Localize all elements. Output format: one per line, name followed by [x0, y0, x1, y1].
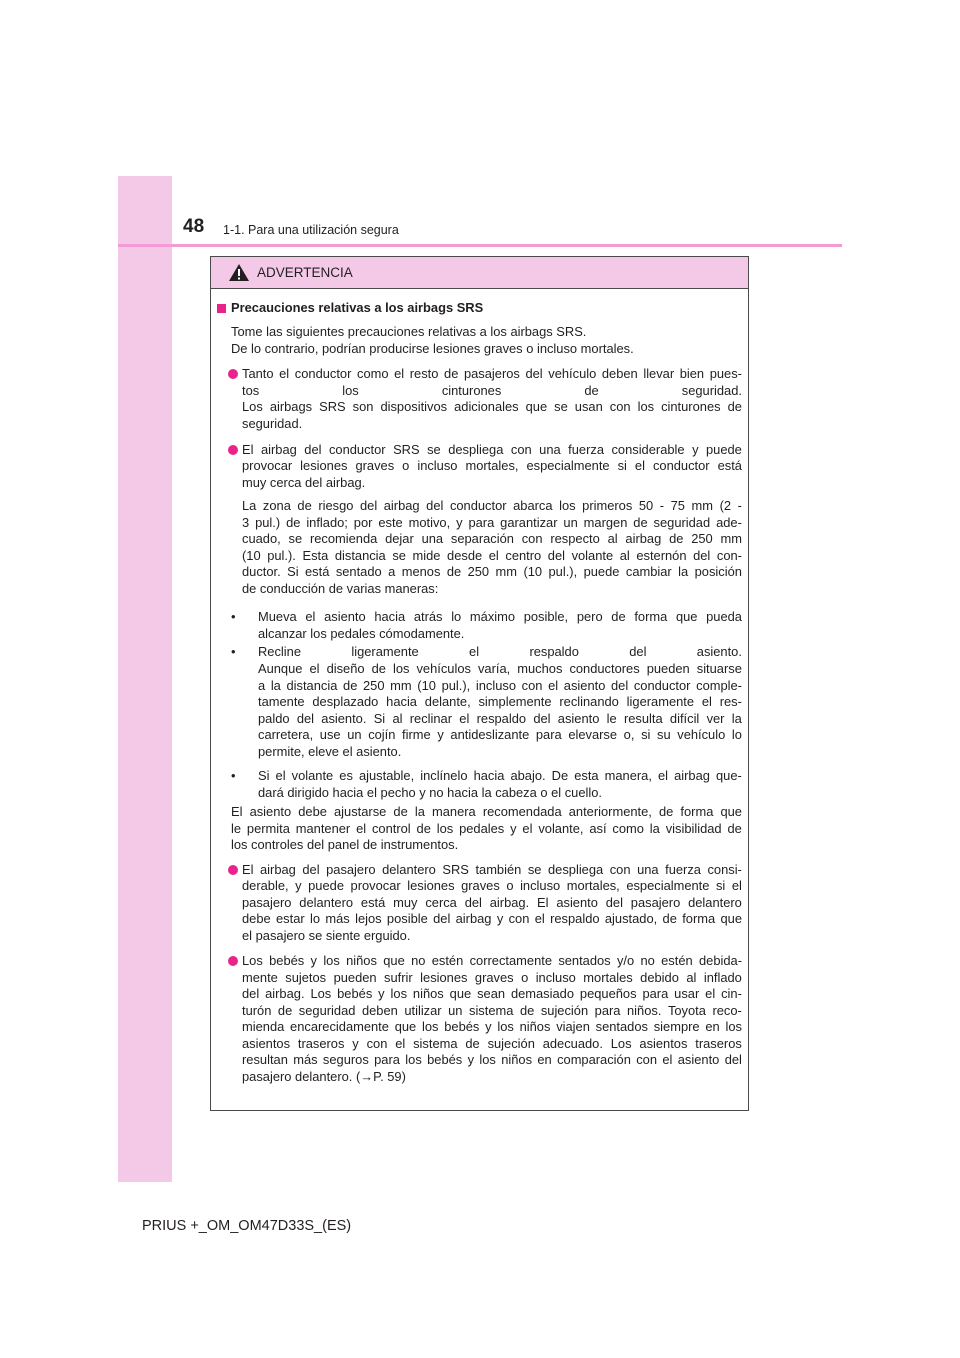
- warning-text-line: tamente desplazado hacia delante, simplemente reclinando ligeramente el res-: [258, 694, 742, 709]
- sub-bullet: •: [231, 768, 236, 783]
- warning-text-line: derable, y puede provocar lesiones graves o incluso mortales, especialmente si el: [242, 878, 742, 893]
- bullet-dot-icon: [228, 369, 238, 379]
- warning-text-line: dará dirigido hacia el pecho y no hacia la cabeza o el cuello.: [258, 785, 602, 800]
- warning-heading: Precauciones relativas a los airbags SRS: [231, 300, 484, 315]
- warning-text-line: alcanzar los pedales cómodamente.: [258, 626, 465, 641]
- sub-bullet: •: [231, 644, 236, 659]
- warning-text-line: de conducción de varias maneras:: [242, 581, 439, 596]
- warning-text-line: ductor. Si está sentado a menos de 250 mm (10 pul.), puede cambiar la posición: [242, 564, 742, 579]
- warning-text-line: seguridad.: [242, 416, 303, 431]
- warning-text-line: a la distancia de 250 mm (10 pul.), incluso con el asiento del conductor comple-: [258, 678, 742, 693]
- warning-text-line: Los airbags SRS son dispositivos adicionales que se usan con los cinturones de: [242, 399, 742, 414]
- warning-text-line: tos los cinturones de seguridad.: [242, 383, 742, 398]
- warning-text-line: Tome las siguientes precauciones relativas a los airbags SRS.: [231, 324, 587, 339]
- warning-text-line: Los bebés y los niños que no estén correctamente sentados y/o no estén debida-: [242, 953, 742, 968]
- bullet-dot-icon: [228, 956, 238, 966]
- warning-box: [210, 256, 749, 1111]
- warning-text-line: mienda encarecidamente que los bebés y los niños viajen sentados siempre en los: [242, 1019, 742, 1034]
- warning-text-line: carretera, use un cojín firme y antideslizante para elevarse o, si su vehículo lo: [258, 727, 742, 742]
- warning-text-line: Aunque el diseño de los vehículos varía, muchos conductores pueden situarse: [258, 661, 742, 676]
- warning-text-line: 3 pul.) de inflado; por este motivo, y para garantizar un margen de seguridad ade-: [242, 515, 742, 530]
- warning-triangle-icon: [228, 263, 250, 282]
- warning-title: ADVERTENCIA: [257, 265, 353, 280]
- warning-text-line: pasajero delantero. (→P. 59): [242, 1069, 406, 1084]
- warning-text-line: El asiento debe ajustarse de la manera recomendada anteriormente, de forma que: [231, 804, 742, 819]
- warning-text-line: provocar lesiones graves o incluso mortales, especialmente si el conductor está: [242, 458, 742, 473]
- page-sidebar-tab: [118, 176, 172, 1182]
- warning-text-line: Mueva el asiento hacia atrás lo máximo posible, pero de forma que pueda: [258, 609, 742, 624]
- section-title: 1-1. Para una utilización segura: [223, 223, 399, 237]
- warning-text-line: del airbag. Los bebés y los niños que sean demasiado pequeños para usar el cin-: [242, 986, 742, 1001]
- warning-text-line: debe estar lo más lejos posible del airbag y con el respaldo ajustado, de forma que: [242, 911, 742, 926]
- bullet-dot-icon: [228, 445, 238, 455]
- warning-text-line: turón de seguridad deben utilizar un sistema de sujeción para niños. Toyota reco-: [242, 1003, 742, 1018]
- warning-text-line: Recline ligeramente el respaldo del asiento.: [258, 644, 742, 659]
- warning-text-line: mente sujetos pueden sufrir lesiones graves o incluso mortales debido al inflado: [242, 970, 742, 985]
- page-number: 48: [183, 216, 205, 237]
- warning-text-line: le permita mantener el control de los pedales y el volante, así como la visibilidad de: [231, 821, 742, 836]
- warning-text-line: muy cerca del airbag.: [242, 475, 366, 490]
- warning-text-line: Tanto el conductor como el resto de pasajeros del vehículo deben llevar bien pues-: [242, 366, 742, 381]
- warning-text-line: permite, eleve el asiento.: [258, 744, 402, 759]
- warning-text-line: La zona de riesgo del airbag del conductor abarca los primeros 50 - 75 mm (2 -: [242, 498, 742, 513]
- warning-text-line: El airbag del conductor SRS se despliega con una fuerza considerable y puede: [242, 442, 742, 457]
- warning-header: [211, 257, 748, 289]
- warning-text-line: De lo contrario, podrían producirse lesiones graves o incluso mortales.: [231, 341, 634, 356]
- sub-bullet: •: [231, 609, 236, 624]
- warning-text-line: cuado, se recomienda dejar una separación con respecto al airbag de 250 mm: [242, 531, 742, 546]
- warning-text-line: los controles del panel de instrumentos.: [231, 837, 459, 852]
- section-square-icon: [217, 304, 226, 313]
- warning-text-line: resultan más seguros para los bebés y los niños en comparación con el asiento del: [242, 1052, 742, 1067]
- warning-text-line: asientos traseros y con el sistema de sujeción adecuado. Los asientos traseros: [242, 1036, 742, 1051]
- warning-text-line: El airbag del pasajero delantero SRS también se despliega con una fuerza consi-: [242, 862, 742, 877]
- bullet-dot-icon: [228, 865, 238, 875]
- warning-text-line: (10 pul.). Esta distancia se mide desde el centro del volante al esternón del con-: [242, 548, 742, 563]
- warning-text-line: paldo del asiento. Si al reclinar el respaldo del asiento le resulta difícil ver la: [258, 711, 742, 726]
- warning-text-line: pasajero delantero está muy cerca del airbag. El asiento del pasajero delantero: [242, 895, 742, 910]
- warning-text-line: Si el volante es ajustable, inclínelo hacia abajo. De esta manera, el airbag que-: [258, 768, 742, 783]
- header-rule: [118, 244, 842, 247]
- warning-text-line: el pasajero se siente erguido.: [242, 928, 411, 943]
- document-code: PRIUS +_OM_OM47D33S_(ES): [142, 1218, 352, 1234]
